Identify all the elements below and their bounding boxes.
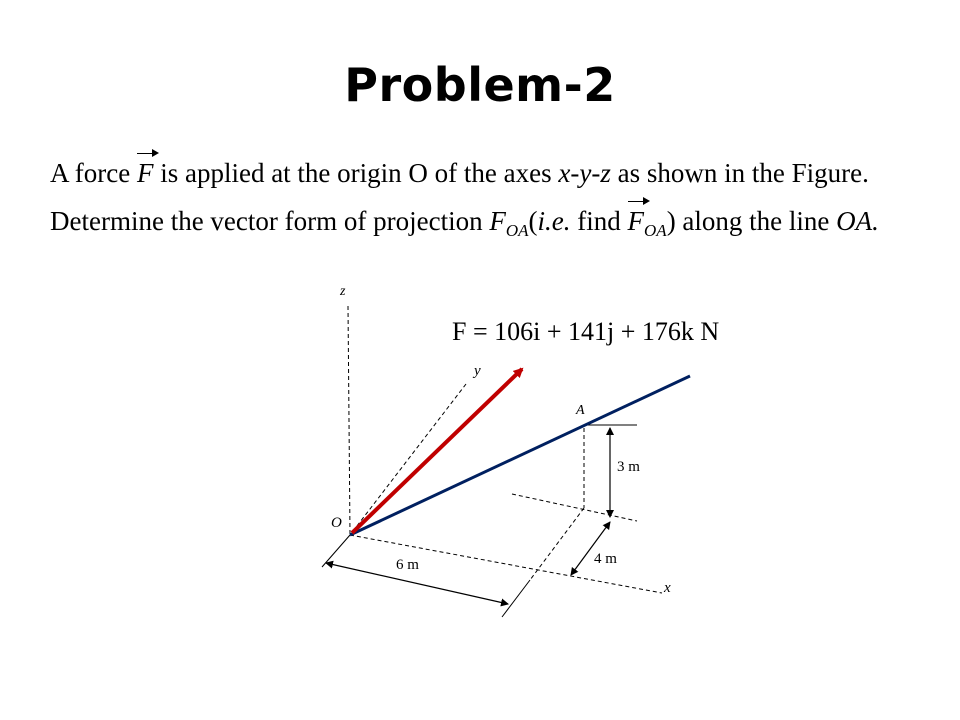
force-vector-arrow: [352, 369, 522, 533]
x-axis-label: x: [664, 580, 671, 596]
axes-name: x-y-z: [558, 158, 611, 188]
ie-text: i.e.: [537, 206, 571, 236]
point-a-label: A: [576, 403, 585, 418]
z-axis-label: z: [340, 284, 346, 299]
statement-text: Determine the vector form of projection: [50, 206, 483, 236]
origin-label: O: [331, 515, 342, 531]
height-dimension-label: 3 m: [617, 459, 640, 475]
y-axis: [350, 384, 466, 535]
problem-statement-line-1: [50, 158, 869, 189]
projection-vector-subscript: OA: [644, 221, 667, 240]
projection-line-x-parallel: [512, 494, 637, 521]
line-oa-name: OA.: [836, 206, 879, 236]
extension-line-origin: [322, 535, 350, 567]
z-axis: [348, 306, 350, 535]
slide-title: Problem-2: [344, 58, 616, 112]
statement-text: (: [528, 206, 538, 236]
statement-text: is applied at the origin O of the axes: [160, 158, 552, 188]
line-oa: [350, 376, 690, 535]
depth-dimension-arrow: [571, 522, 610, 575]
width-dimension-label: 6 m: [396, 557, 419, 573]
force-equation: F = 106i + 141j + 176k N: [452, 317, 720, 346]
y-axis-label: y: [474, 363, 481, 379]
projection-vector-symbol: F: [627, 206, 645, 236]
depth-dimension-label: 4 m: [594, 551, 617, 567]
statement-text: find: [577, 206, 621, 236]
projection-subscript: OA: [505, 221, 529, 240]
statement-text: as shown in the Figure.: [617, 158, 869, 188]
statement-text: A force: [50, 158, 131, 188]
statement-text: ) along the line: [666, 206, 830, 236]
problem-statement-line-2: [50, 206, 879, 241]
extension-line-lower: [502, 580, 530, 617]
projection-symbol: F: [489, 206, 506, 236]
force-diagram: [0, 270, 960, 650]
force-vector-symbol: F: [136, 158, 154, 188]
